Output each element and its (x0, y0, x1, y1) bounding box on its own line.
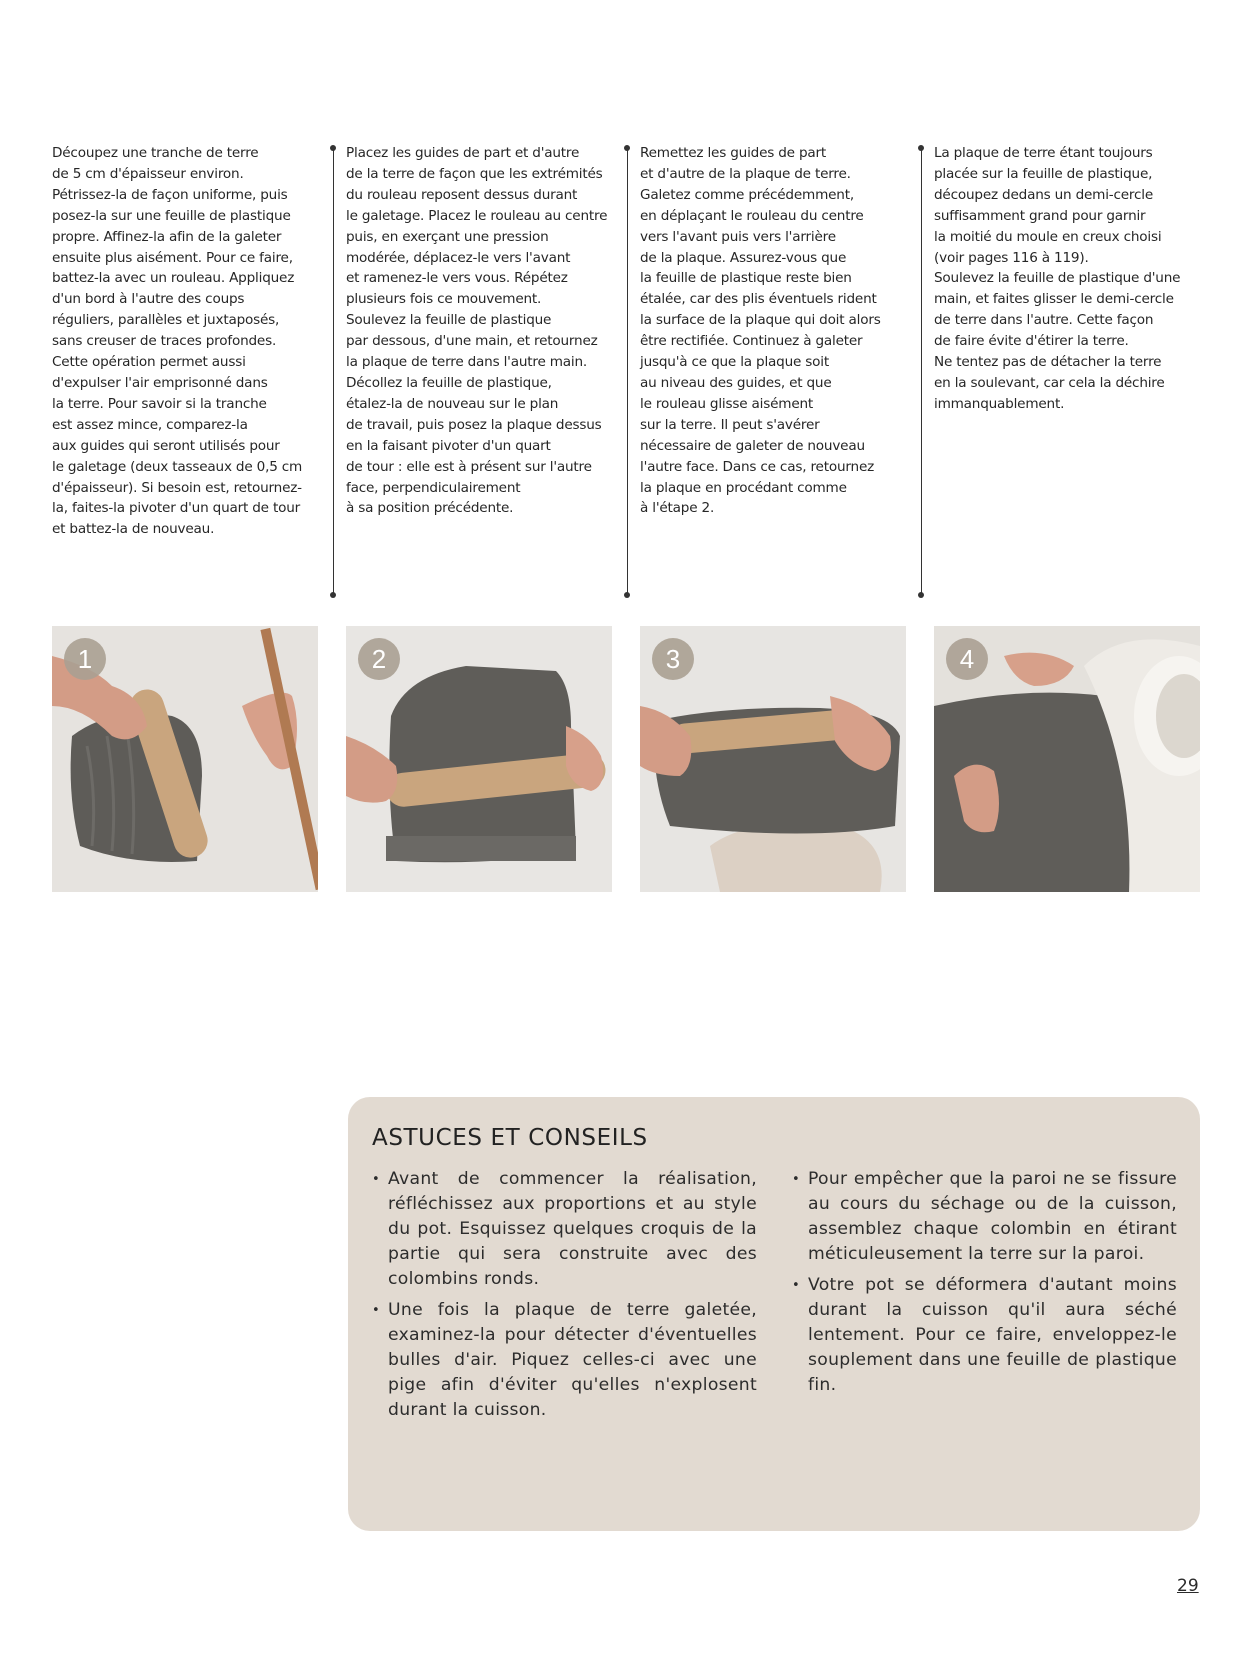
tips-title: ASTUCES ET CONSEILS (372, 1125, 648, 1151)
tips-column-left (372, 1167, 757, 1429)
step-number-badge: 4 (946, 638, 988, 680)
column-separator (627, 148, 628, 595)
tips-column-right (792, 1167, 1177, 1404)
column-separator (921, 148, 922, 595)
step-photo-2 (346, 626, 612, 892)
step-number-badge: 3 (652, 638, 694, 680)
instruction-column-1: Découpez une tranche de terre de 5 cm d'épaisseur environ. Pétrissez-la de façon uniforme, puis posez-la sur une feuille de plastique propre. Affinez-la afin de la galeter ensuite plus aisément. Pour ce faire, battez-la avec un rouleau. Appliquez d'un bord à l'autre des coups réguliers, parallèles et juxtaposés, sans creuser de traces profondes. Cette opération permet aussi d'expulser l'air emprisonné dans la terre. Pour savoir si la tranche est assez mince, comparez-la aux guides qui seront utilisés pour le galetage (deux tasseaux de 0,5 cm d'épaisseur). Si besoin est, retournez- la, faites-la pivoter d'un quart de tour et battez-la de nouveau. (52, 145, 303, 538)
instruction-column-3: Remettez les guides de part et d'autre de la plaque de terre. Galetez comme précédemment, en déplaçant le rouleau du centre vers l'avant puis vers l'arrière de la plaque. Assurez-vous que la feuille de plastique reste bien étalée, car des plis éventuels rident la surface de la plaque qui doit alors être rectifiée. Continuez à galeter jusqu'à ce que la plaque soit au niveau des guides, et que le rouleau glisse aisément sur la terre. Il peut s'avérer nécessaire de galeter de nouveau l'autre face. Dans ce cas, retournez la plaque en procédant comme à l'étape 2. (640, 145, 881, 517)
step-photo-3 (640, 626, 906, 892)
tip-item: • Votre pot se déformera d'autant moins durant la cuisson qu'il aura séché lentement. Pour ce faire, enveloppez-le souplement dans une feuille de plastique fin. (792, 1273, 1177, 1398)
instruction-column-4: La plaque de terre étant toujours placée sur la feuille de plastique, découpez dedans un demi-cercle suffisamment grand pour garnir la moitié du moule en creux choisi (voir pages 116 à 119). Soulevez la feuille de plastique d'une main, et faites glisser le demi-cercle de terre dans l'autre. Cette façon de faire évite d'étirer la terre. Ne tentez pas de détacher la terre en la soulevant, car cela la déchire immanquablement. (934, 145, 1181, 412)
step-photo-1 (52, 626, 318, 892)
step-number-badge: 2 (358, 638, 400, 680)
page-number: 29 (1177, 1576, 1199, 1596)
step-number-badge: 1 (64, 638, 106, 680)
tip-item: • Pour empêcher que la paroi ne se fissure au cours du séchage ou de la cuisson, assemblez chaque colombin en étirant méticuleusement la terre sur la paroi. (792, 1167, 1177, 1267)
column-separator (333, 148, 334, 595)
step-photo-4 (934, 626, 1200, 892)
instruction-column-2: Placez les guides de part et d'autre de la terre de façon que les extrémités du rouleau reposent dessus durant le galetage. Placez le rouleau au centre puis, en exerçant une pression modérée, déplacez-le vers l'avant et ramenez-le vers vous. Répétez plusieurs fois ce mouvement. Soulevez la feuille de plastique par dessous, d'une main, et retournez la plaque de terre dans l'autre main. Décollez la feuille de plastique, étalez-la de nouveau sur le plan de travail, puis posez la plaque dessus en la faisant pivoter d'un quart de tour : elle est à présent sur l'autre face, perpendiculairement à sa position précédente. (346, 145, 608, 517)
tips-box (348, 1097, 1200, 1531)
tip-item: • Avant de commencer la réalisation, réfléchissez aux proportions et au style du pot. Esquissez quelques croquis de la partie qui sera construite avec des colombins ronds. (372, 1167, 757, 1292)
tip-item: • Une fois la plaque de terre galetée, examinez-la pour détecter d'éventuelles bulles d'air. Piquez celles-ci avec une pige afin d'éviter qu'elles n'explosent durant la cuisson. (372, 1298, 757, 1423)
